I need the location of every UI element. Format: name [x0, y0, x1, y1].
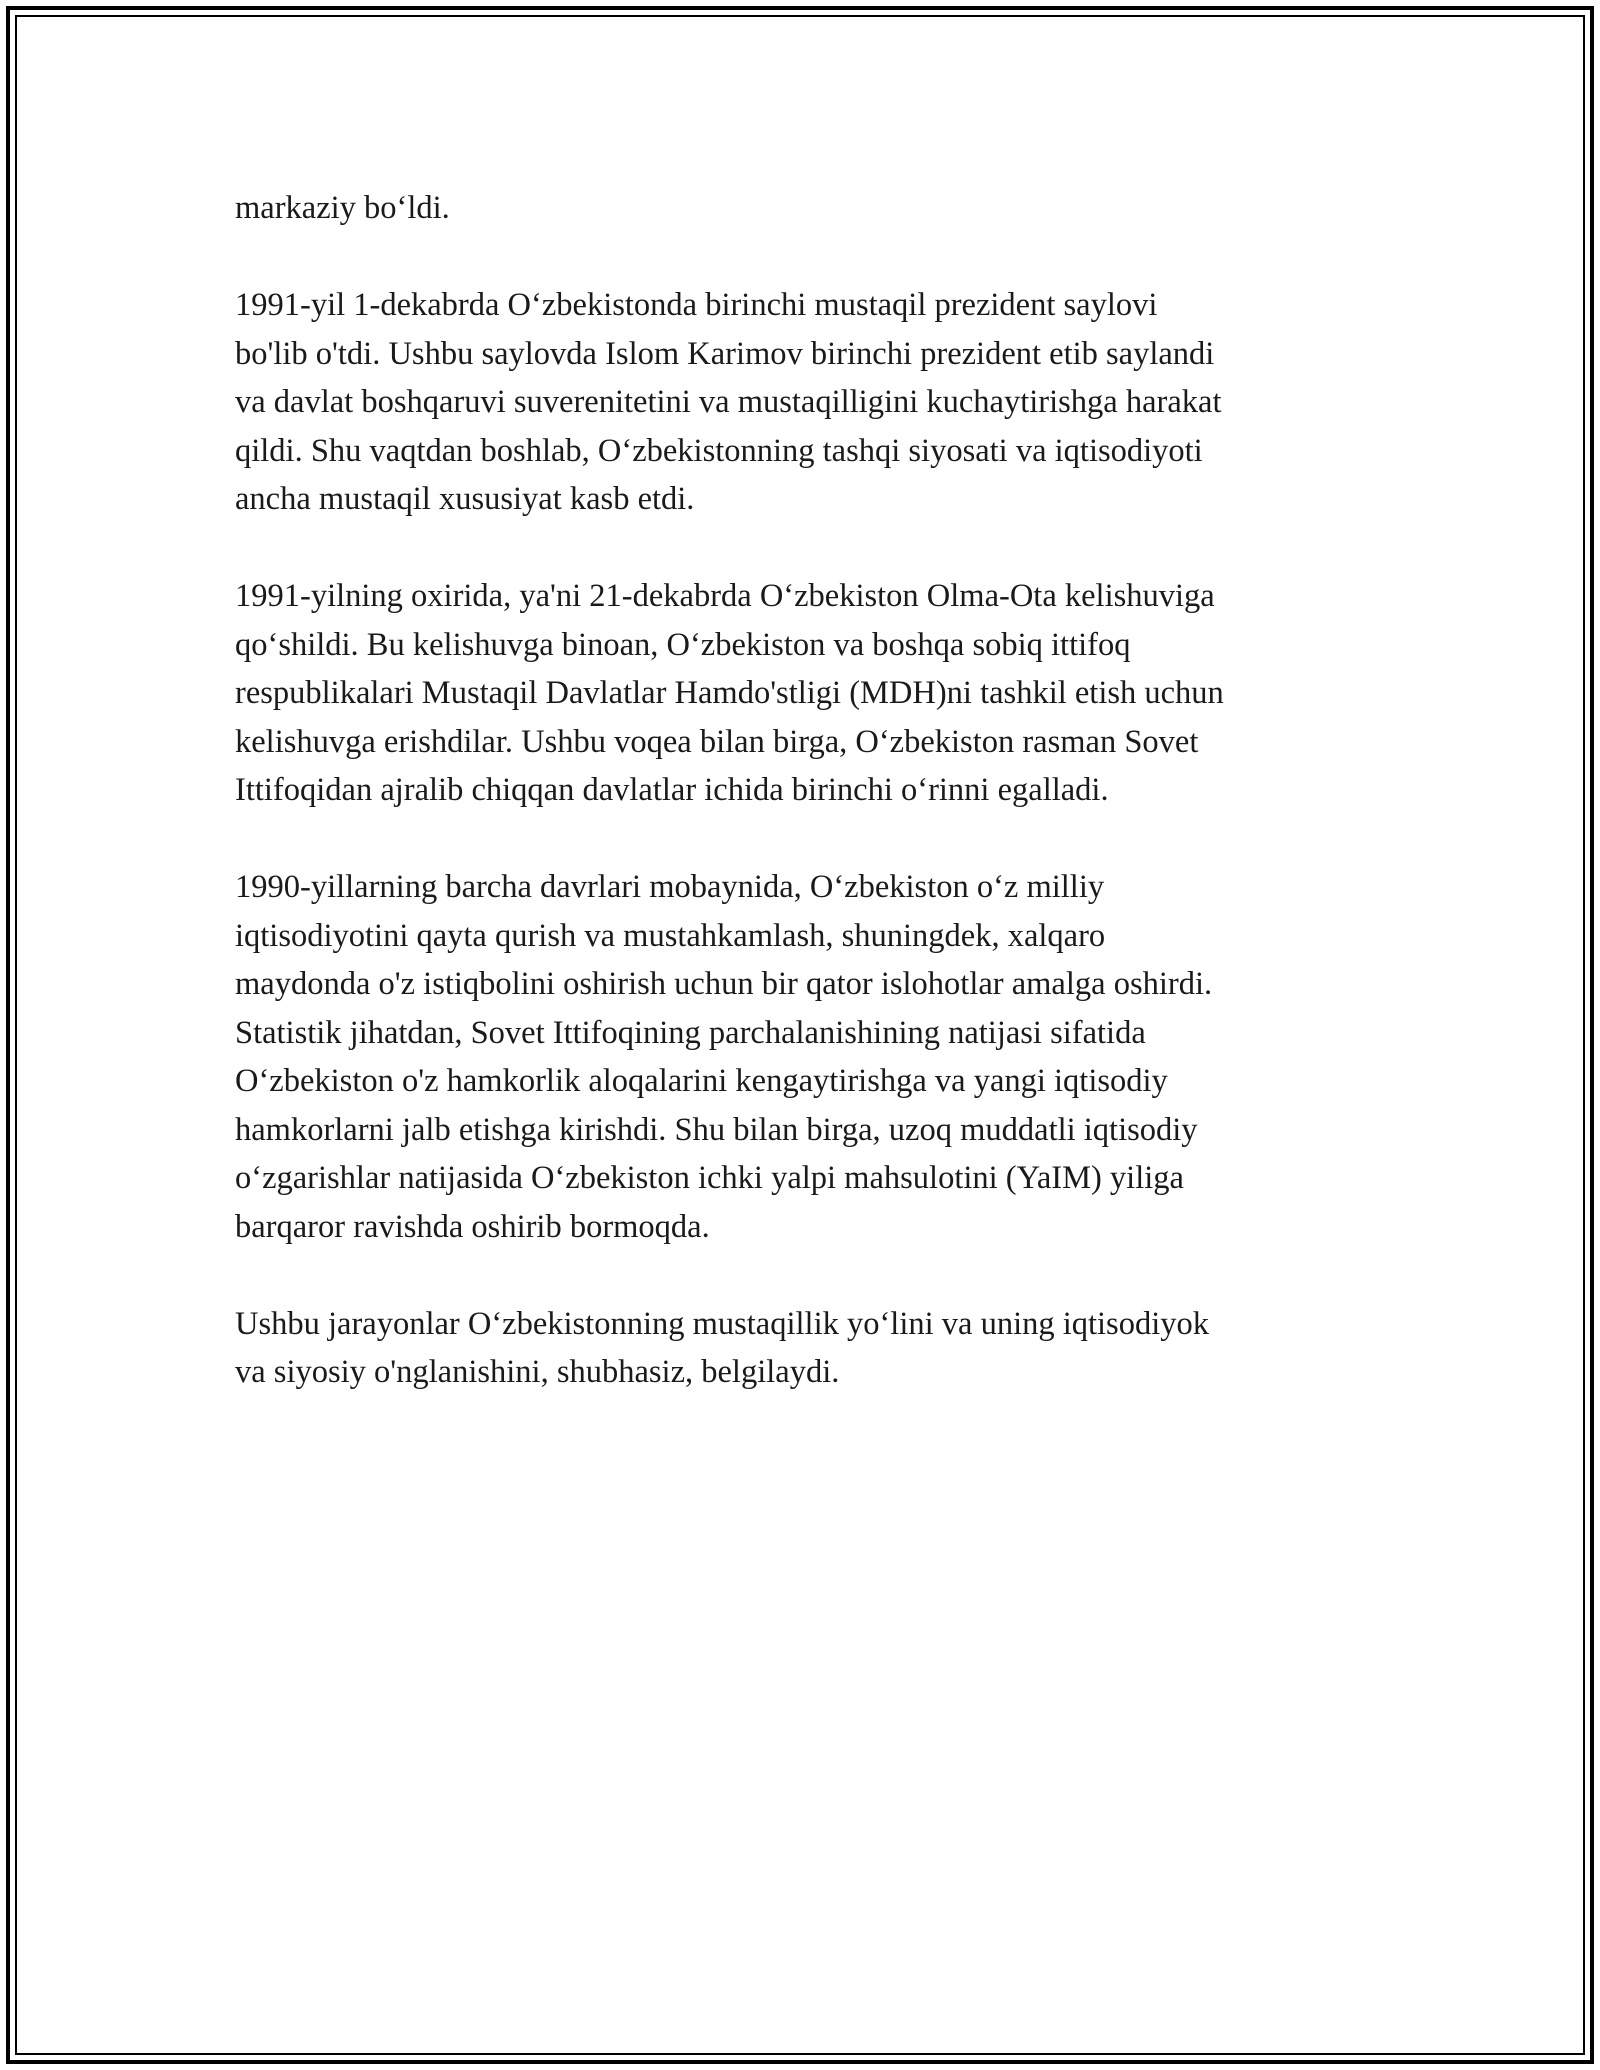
paragraph-continuation: markaziy bo‘ldi. — [235, 190, 450, 226]
document-body — [235, 184, 1365, 1397]
paragraph-presidential-election: 1991-yil 1-dekabrda O‘zbekistonda birinchi mustaqil prezident saylovi bo'lib o'tdi. Ushbu saylovda Islom Karimov birinchi prezident etib saylandi va davlat boshqaruvi suverenitetini va mustaqilligini kuchaytirishga harakat qildi. Shu vaqtdan boshlab, O‘zbekistonning tashqi siyosati va iqtisodiyoti ancha mustaqil xususiyat kasb etdi. — [235, 287, 1222, 517]
paragraph-conclusion: Ushbu jarayonlar O‘zbekistonning mustaqillik yo‘lini va uning iqtisodiyok va siyosiy o'nglanishini, shubhasiz, belgilaydi. — [235, 1305, 1209, 1390]
paragraph-almaty-agreement: 1991-yilning oxirida, ya'ni 21-dekabrda O‘zbekiston Olma-Ota kelishuviga qo‘shildi. Bu kelishuvga binoan, O‘zbekiston va boshqa sobiq ittifoq respublikalari Mustaqil Davlatlar Hamdo'stligi (MDH)ni tashkil etish uchun kelishuvga erishdilar. Ushbu voqea bilan birga, O‘zbekiston rasman Sovet Ittifoqidan ajralib chiqqan davlatlar ichida birinchi o‘rinni egalladi. — [235, 578, 1224, 808]
paragraph-economic-reforms: 1990-yillarning barcha davrlari mobaynida, O‘zbekiston o‘z milliy iqtisodiyotini qayta qurish va mustahkamlash, shuningdek, xalqaro maydonda o'z istiqbolini oshirish uchun bir qator islohotlar amalga oshirdi. Statistik jihatdan, Sovet Ittifoqining parchalanishining natijasi sifatida O‘zbekiston o'z hamkorlik aloqalarini kengaytirishga va yangi iqtisodiy hamkorlarni jalb etishga kirishdi. Shu bilan birga, uzoq muddatli iqtisodiy o‘zgarishlar natijasida O‘zbekiston ichki yalpi mahsulotini (YaIM) yiliga barqaror ravishda oshirib bormoqda. — [235, 869, 1213, 1245]
